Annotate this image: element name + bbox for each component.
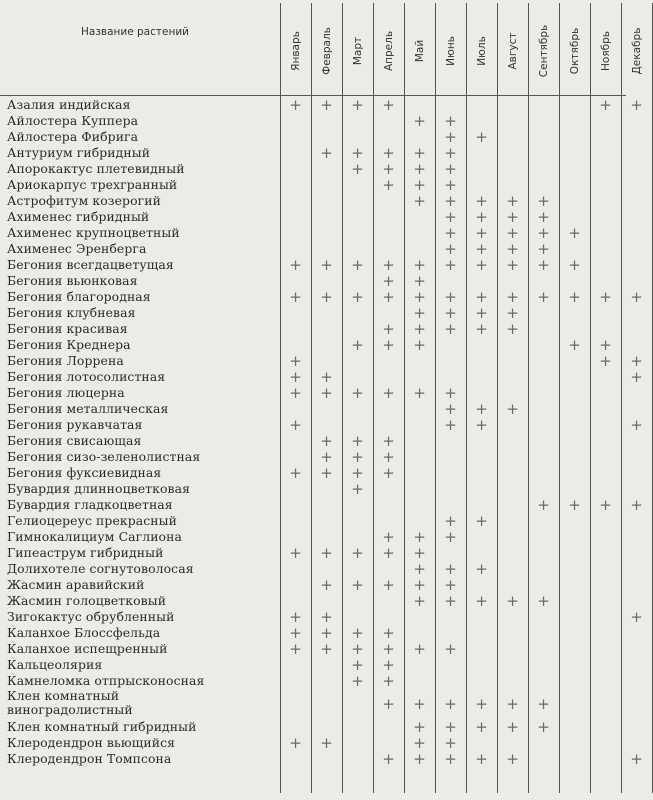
bloom-mark: + (382, 640, 395, 658)
bloom-mark: + (537, 695, 550, 713)
bloom-mark: + (444, 416, 457, 434)
bloom-mark: + (351, 624, 364, 642)
bloom-mark: + (444, 224, 457, 242)
bloom-mark: + (289, 384, 302, 402)
bloom-mark: + (351, 672, 364, 690)
bloom-mark: + (351, 464, 364, 482)
bloom-mark: + (413, 272, 426, 290)
bloom-mark: + (444, 192, 457, 210)
plant-name: Клен комнатный виноградолистный (7, 688, 133, 717)
plant-name: Камнеломка отпрысконосная (7, 673, 205, 688)
name-column-header: Название растений (81, 26, 189, 38)
bloom-mark: + (506, 718, 519, 736)
bloom-mark: + (475, 750, 488, 768)
bloom-mark: + (475, 695, 488, 713)
bloom-mark: + (475, 320, 488, 338)
bloom-mark: + (568, 288, 581, 306)
bloom-mark: + (289, 368, 302, 386)
bloom-mark: + (475, 560, 488, 578)
column-divider (466, 3, 467, 793)
bloom-mark: + (289, 608, 302, 626)
bloom-mark: + (351, 288, 364, 306)
bloom-mark: + (382, 176, 395, 194)
table-row (0, 241, 626, 257)
month-header (342, 10, 373, 92)
bloom-mark: + (289, 544, 302, 562)
bloom-mark: + (382, 695, 395, 713)
bloom-mark: + (413, 288, 426, 306)
header-divider (0, 95, 626, 96)
column-divider (435, 3, 436, 793)
month-header (280, 10, 311, 92)
bloom-mark: + (475, 288, 488, 306)
plant-name: Бегония благородная (7, 289, 151, 304)
bloom-mark: + (537, 496, 550, 514)
plant-name: Бегония Креднера (7, 337, 131, 352)
table-row (0, 481, 626, 497)
bloom-mark: + (351, 640, 364, 658)
column-divider (528, 3, 529, 793)
plant-name: Бегония фуксиевидная (7, 465, 162, 480)
plant-name: Каланхое Блоссфельда (7, 625, 161, 640)
column-divider (404, 3, 405, 793)
plant-name: Клеродендрон вьющийся (7, 735, 176, 750)
bloom-mark: + (289, 96, 302, 114)
bloom-mark: + (475, 718, 488, 736)
month-header (621, 10, 652, 92)
table-row (0, 193, 626, 209)
table-row (0, 561, 626, 577)
bloom-mark: + (537, 256, 550, 274)
bloom-mark: + (444, 256, 457, 274)
bloom-mark: + (351, 160, 364, 178)
bloom-mark: + (382, 432, 395, 450)
bloom-mark: + (630, 96, 643, 114)
bloom-mark: + (382, 144, 395, 162)
bloom-mark: + (475, 512, 488, 530)
bloom-mark: + (413, 718, 426, 736)
month-header (590, 10, 621, 92)
plant-name: Бувардия гладкоцветная (7, 497, 173, 512)
table-row (0, 625, 626, 641)
table-row (0, 465, 626, 481)
bloom-mark: + (382, 672, 395, 690)
month-header (528, 10, 559, 92)
bloom-mark: + (444, 576, 457, 594)
plant-name: Бегония свисающая (7, 433, 142, 448)
column-divider (621, 3, 622, 793)
bloom-mark: + (413, 544, 426, 562)
table-row (0, 177, 626, 193)
bloom-mark: + (506, 695, 519, 713)
bloom-mark: + (413, 256, 426, 274)
plant-name: Гелиоцереус прекрасный (7, 513, 177, 528)
bloom-mark: + (320, 608, 333, 626)
bloom-mark: + (413, 695, 426, 713)
plant-name: Бегония сизо-зеленолистная (7, 449, 201, 464)
plant-name: Жасмин голоцветковый (7, 593, 167, 608)
bloom-mark: + (289, 640, 302, 658)
table-row (0, 257, 626, 273)
table-row (0, 96, 643, 114)
bloom-mark: + (320, 576, 333, 594)
bloom-mark: + (475, 304, 488, 322)
bloom-mark: + (506, 304, 519, 322)
bloom-mark: + (351, 544, 364, 562)
bloom-mark: + (382, 528, 395, 546)
bloom-mark: + (320, 432, 333, 450)
table-row (0, 641, 626, 657)
plant-name: Ахименес гибридный (7, 209, 150, 224)
plant-name: Клен комнатный гибридный (7, 719, 197, 734)
plant-name: Ариокарпус трехгранный (7, 177, 178, 192)
bloom-mark: + (382, 624, 395, 642)
bloom-mark: + (568, 256, 581, 274)
bloom-mark: + (351, 96, 364, 114)
table-row (0, 225, 626, 241)
table-row (0, 577, 626, 593)
table-row (0, 321, 626, 337)
month-header-label: Сентябрь (537, 24, 550, 78)
bloom-mark: + (444, 750, 457, 768)
plant-name: Бегония вьюнковая (7, 273, 138, 288)
bloom-mark: + (320, 368, 333, 386)
bloom-mark: + (506, 400, 519, 418)
bloom-mark: + (413, 160, 426, 178)
bloom-mark: + (506, 320, 519, 338)
plant-name: Бегония Лоррена (7, 353, 124, 368)
bloom-mark: + (413, 750, 426, 768)
bloom-mark: + (444, 112, 457, 130)
bloom-mark: + (320, 464, 333, 482)
bloom-mark: + (351, 384, 364, 402)
table-row (0, 545, 626, 561)
column-divider (311, 3, 312, 793)
bloom-mark: + (568, 336, 581, 354)
plant-name: Айлостера Куппера (7, 113, 139, 128)
bloom-mark: + (444, 695, 457, 713)
bloom-mark: + (413, 384, 426, 402)
bloom-mark: + (568, 224, 581, 242)
bloom-mark: + (444, 208, 457, 226)
bloom-mark: + (444, 144, 457, 162)
bloom-mark: + (599, 96, 612, 114)
month-header (311, 10, 342, 92)
table-row (0, 209, 626, 225)
bloom-mark: + (444, 160, 457, 178)
bloom-mark: + (320, 640, 333, 658)
bloom-mark: + (320, 384, 333, 402)
bloom-mark: + (475, 128, 488, 146)
month-header-label: Август (506, 32, 519, 70)
table-row (0, 305, 626, 321)
bloom-mark: + (444, 304, 457, 322)
bloom-mark: + (506, 750, 519, 768)
plant-name: Ахименес Эренберга (7, 241, 147, 256)
month-header-label: Март (351, 36, 364, 66)
plant-name: Бегония красивая (7, 321, 128, 336)
table-row (0, 719, 626, 735)
table-row (0, 337, 626, 353)
bloom-mark: + (382, 288, 395, 306)
bloom-mark: + (444, 384, 457, 402)
bloom-mark: + (444, 128, 457, 146)
bloom-mark: + (382, 384, 395, 402)
bloom-mark: + (599, 352, 612, 370)
bloom-mark: + (413, 144, 426, 162)
month-header (373, 10, 404, 92)
bloom-mark: + (320, 624, 333, 642)
plant-name: Ахименес крупноцветный (7, 225, 180, 240)
plant-name: Кальцеолярия (7, 657, 103, 672)
bloom-mark: + (382, 750, 395, 768)
table-row (0, 401, 626, 417)
month-header-label: Апрель (382, 30, 395, 72)
bloom-mark: + (351, 144, 364, 162)
bloom-mark: + (413, 560, 426, 578)
table-row (0, 735, 626, 751)
table-row (0, 129, 626, 145)
table-row (0, 657, 626, 673)
bloom-mark: + (413, 592, 426, 610)
bloom-mark: + (537, 192, 550, 210)
plant-name: Гипеаструм гибридный (7, 545, 164, 560)
bloom-mark: + (413, 112, 426, 130)
bloom-mark: + (444, 734, 457, 752)
plant-name: Бегония люцерна (7, 385, 125, 400)
month-header-label: Октябрь (568, 27, 581, 75)
bloom-mark: + (320, 288, 333, 306)
month-header-label: Январь (289, 31, 302, 71)
bloom-mark: + (444, 528, 457, 546)
bloom-mark: + (630, 288, 643, 306)
month-header (559, 10, 590, 92)
month-header-label: Май (413, 39, 426, 63)
bloom-mark: + (630, 608, 643, 626)
column-divider (497, 3, 498, 793)
bloom-mark: + (382, 256, 395, 274)
bloom-mark: + (320, 144, 333, 162)
bloom-mark: + (475, 208, 488, 226)
table-row (0, 513, 626, 529)
bloom-mark: + (506, 192, 519, 210)
bloom-mark: + (382, 576, 395, 594)
plant-name: Азалия индийская (7, 97, 131, 112)
bloom-mark: + (475, 240, 488, 258)
bloom-mark: + (289, 416, 302, 434)
bloom-mark: + (630, 496, 643, 514)
bloom-mark: + (475, 256, 488, 274)
month-header (404, 10, 435, 92)
table-row (0, 416, 643, 434)
column-divider (373, 3, 374, 793)
bloom-mark: + (320, 734, 333, 752)
bloom-mark: + (382, 160, 395, 178)
bloom-mark: + (289, 464, 302, 482)
bloom-mark: + (413, 734, 426, 752)
month-header (435, 10, 466, 92)
bloom-mark: + (382, 448, 395, 466)
bloom-mark: + (382, 336, 395, 354)
plant-name: Зигокактус обрубленный (7, 609, 175, 624)
plant-name: Гимнокалициум Саглиона (7, 529, 182, 544)
bloom-mark: + (444, 592, 457, 610)
bloom-mark: + (506, 288, 519, 306)
bloom-mark: + (413, 304, 426, 322)
table-row (0, 368, 643, 386)
bloom-mark: + (444, 400, 457, 418)
plant-name: Астрофитум козерогий (7, 193, 161, 208)
bloom-mark: + (506, 240, 519, 258)
bloom-mark: + (537, 592, 550, 610)
plant-name: Бегония рукавчатая (7, 417, 143, 432)
table-row (0, 608, 643, 626)
table-row (0, 113, 626, 129)
bloom-mark: + (320, 96, 333, 114)
bloom-mark: + (630, 750, 643, 768)
bloom-mark: + (382, 544, 395, 562)
bloom-mark: + (537, 208, 550, 226)
bloom-mark: + (444, 240, 457, 258)
table-row (0, 496, 643, 514)
bloom-mark: + (382, 464, 395, 482)
bloom-mark: + (630, 416, 643, 434)
bloom-mark: + (289, 352, 302, 370)
bloom-mark: + (444, 640, 457, 658)
bloom-mark: + (382, 96, 395, 114)
plant-name: Апорокактус плетевидный (7, 161, 185, 176)
bloom-mark: + (382, 272, 395, 290)
bloom-mark: + (413, 640, 426, 658)
column-divider (590, 3, 591, 793)
bloom-mark: + (320, 544, 333, 562)
plant-name: Бегония клубневая (7, 305, 136, 320)
plant-name: Бегония лотосолистная (7, 369, 166, 384)
bloom-mark: + (351, 256, 364, 274)
plant-name: Каланхое испещренный (7, 641, 168, 656)
bloom-mark: + (444, 176, 457, 194)
bloom-mark: + (599, 496, 612, 514)
bloom-mark: + (351, 480, 364, 498)
table-row (0, 750, 643, 768)
bloom-mark: + (413, 192, 426, 210)
bloom-mark: + (289, 624, 302, 642)
bloom-mark: + (413, 528, 426, 546)
month-header-label: Декабрь (630, 27, 643, 75)
plant-name: Бегония металлическая (7, 401, 169, 416)
bloom-mark: + (537, 224, 550, 242)
bloom-mark: + (568, 496, 581, 514)
table-row (0, 273, 626, 289)
plant-name: Антуриум гибридный (7, 145, 151, 160)
bloom-mark: + (537, 718, 550, 736)
bloom-mark: + (506, 256, 519, 274)
table-row (0, 288, 643, 306)
month-header-label: Февраль (320, 27, 333, 75)
plant-name: Бегония всегдацветущая (7, 257, 174, 272)
month-header (497, 10, 528, 92)
bloom-mark: + (630, 368, 643, 386)
table-row (0, 433, 626, 449)
bloom-mark: + (537, 288, 550, 306)
bloom-mark: + (289, 256, 302, 274)
bloom-mark: + (382, 320, 395, 338)
bloom-mark: + (351, 576, 364, 594)
bloom-mark: + (506, 592, 519, 610)
bloom-mark: + (289, 288, 302, 306)
bloom-mark: + (289, 734, 302, 752)
bloom-mark: + (444, 288, 457, 306)
plant-name: Жасмин аравийский (7, 577, 145, 592)
column-divider (280, 3, 281, 793)
month-header-label: Июнь (444, 36, 457, 66)
bloom-mark: + (444, 320, 457, 338)
plant-name: Бувардия длинноцветковая (7, 481, 190, 496)
bloom-mark: + (630, 352, 643, 370)
bloom-mark: + (475, 416, 488, 434)
month-header-label: Ноябрь (599, 31, 612, 71)
bloom-mark: + (413, 320, 426, 338)
table-row (0, 449, 626, 465)
bloom-mark: + (475, 400, 488, 418)
column-divider (559, 3, 560, 793)
bloom-mark: + (413, 576, 426, 594)
bloom-mark: + (537, 240, 550, 258)
bloom-mark: + (475, 192, 488, 210)
plant-name: Айлостера Фибрига (7, 129, 139, 144)
bloom-mark: + (506, 208, 519, 226)
bloom-mark: + (413, 336, 426, 354)
bloom-mark: + (413, 176, 426, 194)
table-row (0, 688, 626, 717)
bloom-mark: + (351, 656, 364, 674)
table-row (0, 352, 643, 370)
table-row (0, 529, 626, 545)
bloom-mark: + (351, 448, 364, 466)
bloom-mark: + (599, 336, 612, 354)
plant-name: Долихотеле согнутоволосая (7, 561, 194, 576)
bloom-mark: + (382, 656, 395, 674)
bloom-mark: + (320, 256, 333, 274)
bloom-mark: + (506, 224, 519, 242)
bloom-mark: + (351, 432, 364, 450)
bloom-mark: + (444, 718, 457, 736)
bloom-mark: + (475, 592, 488, 610)
table-row (0, 385, 626, 401)
bloom-mark: + (599, 288, 612, 306)
bloom-mark: + (444, 512, 457, 530)
month-header (466, 10, 497, 92)
table-row (0, 593, 626, 609)
month-header-label: Июль (475, 36, 488, 66)
column-divider (342, 3, 343, 793)
bloom-mark: + (444, 560, 457, 578)
table-row (0, 161, 626, 177)
table-row (0, 673, 626, 689)
bloom-mark: + (351, 336, 364, 354)
bloom-mark: + (475, 224, 488, 242)
plant-name: Клеродендрон Томпсона (7, 751, 172, 766)
bloom-mark: + (320, 448, 333, 466)
table-row (0, 145, 626, 161)
